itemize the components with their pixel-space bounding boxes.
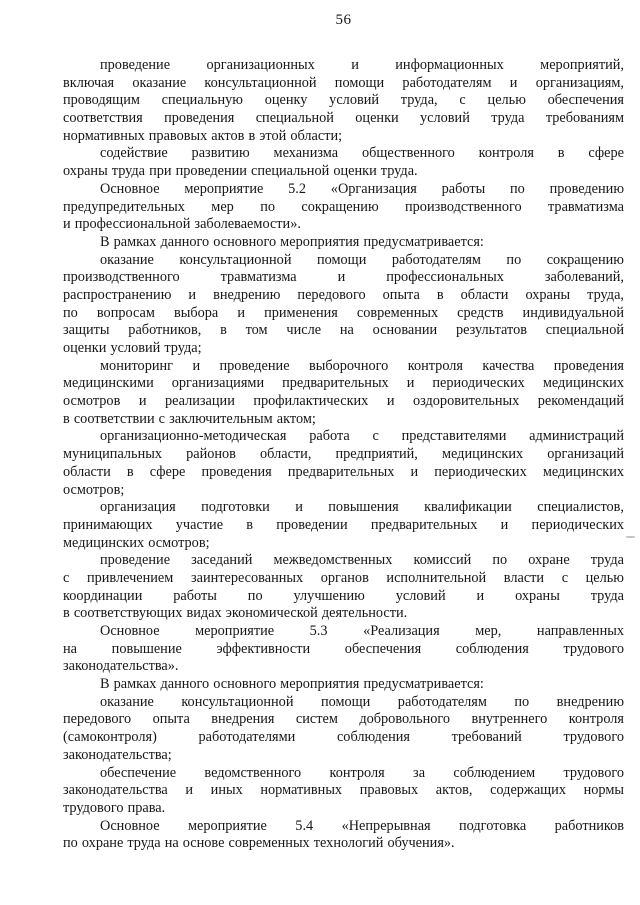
text-line: проведение организационных и информационных мероприятий, bbox=[100, 57, 624, 73]
text-line: с привлечением заинтересованных органов исполнительной власти с целью bbox=[63, 569, 624, 586]
text-line: (самоконтроля) работодателями соблюдения требований трудового bbox=[63, 729, 624, 746]
text-line: охраны труда при проведении специальной оценки труда. bbox=[63, 163, 418, 180]
text-line: организация подготовки и повышения квалификации специалистов, bbox=[100, 499, 624, 516]
text-line: осмотров и реализации профилактических и оздоровительных рекомендаций bbox=[63, 393, 624, 410]
text-line: области в сфере проведения предварительных и периодических медицинских bbox=[63, 463, 624, 480]
text-line: распространению и внедрению передового опыта в области охраны труда, bbox=[63, 286, 624, 303]
text-line: принимающих участие в проведении предварительных и периодических bbox=[63, 516, 624, 533]
text-line: оказание консультационной помощи работодателям по внедрению bbox=[100, 693, 624, 710]
text-line: по вопросам выбора и применения современных средств индивидуальной bbox=[63, 304, 624, 321]
text-line: законодательства; bbox=[63, 746, 172, 763]
text-line: законодательства». bbox=[63, 658, 179, 675]
text-line: передового опыта внедрения систем добровольного внутреннего контроля bbox=[63, 711, 624, 728]
text-line: в соответствии с заключительным актом; bbox=[63, 410, 316, 427]
text-line: мониторинг и проведение выборочного контроля качества проведения bbox=[100, 357, 624, 374]
scan-speck-artifact bbox=[626, 536, 635, 538]
text-line: проведение заседаний межведомственных комиссий по охране труда bbox=[100, 552, 624, 569]
text-line: муниципальных районов области, предприятий, медицинских организаций bbox=[63, 446, 624, 463]
text-line: производственного травматизма и профессиональных заболеваний, bbox=[63, 269, 624, 286]
text-line: В рамках данного основного мероприятия предусматривается: bbox=[100, 233, 484, 250]
text-line: и профессиональной заболеваемости». bbox=[63, 216, 301, 233]
text-line: Основное мероприятие 5.2 «Организация работы по проведению bbox=[100, 180, 624, 197]
text-line: соответствия проведения специальной оценки условий труда требованиям bbox=[63, 110, 624, 127]
text-line: трудового права. bbox=[63, 799, 166, 816]
text-line: содействие развитию механизма общественного контроля в сфере bbox=[100, 145, 624, 162]
text-block bbox=[63, 57, 624, 853]
text-line: на повышение эффективности обеспечения соблюдения трудового bbox=[63, 640, 624, 657]
text-line: медицинскими организациями предварительных и периодических медицинских bbox=[63, 375, 624, 392]
text-line: предупредительных мер по сокращению производственного травматизма bbox=[63, 198, 624, 215]
text-line: оказание консультационной помощи работодателям по сокращению bbox=[100, 251, 624, 268]
text-line: осмотров; bbox=[63, 481, 125, 498]
text-line: Основное мероприятие 5.3 «Реализация мер, направленных bbox=[100, 623, 624, 639]
text-line: по охране труда на основе современных технологий обучения». bbox=[63, 835, 455, 852]
text-line: медицинских осмотров; bbox=[63, 534, 210, 551]
text-line: В рамках данного основного мероприятия предусматривается: bbox=[100, 676, 484, 693]
text-line: организационно-методическая работа с представителями администраций bbox=[100, 428, 624, 445]
page-number: 56 bbox=[335, 12, 352, 28]
text-line: законодательства и иных нормативных правовых актов, содержащих нормы bbox=[63, 782, 624, 799]
text-line: защиты работников, в том числе на основании результатов специальной bbox=[63, 322, 624, 339]
text-line: включая оказание консультационной помощи работодателям и организациям, bbox=[63, 74, 624, 91]
text-line: проводящим специальную оценку условий труда, с целью обеспечения bbox=[63, 92, 624, 109]
text-line: оценки условий труда; bbox=[63, 340, 202, 356]
text-line: в соответствующих видах экономической деятельности. bbox=[63, 605, 408, 622]
text-line: нормативных правовых актов в этой области; bbox=[63, 127, 343, 144]
text-line: обеспечение ведомственного контроля за соблюдением трудового bbox=[100, 764, 624, 781]
text-line: координации работы по улучшению условий и охраны труда bbox=[63, 587, 624, 604]
text-line: Основное мероприятие 5.4 «Непрерывная подготовка работников bbox=[100, 817, 624, 834]
